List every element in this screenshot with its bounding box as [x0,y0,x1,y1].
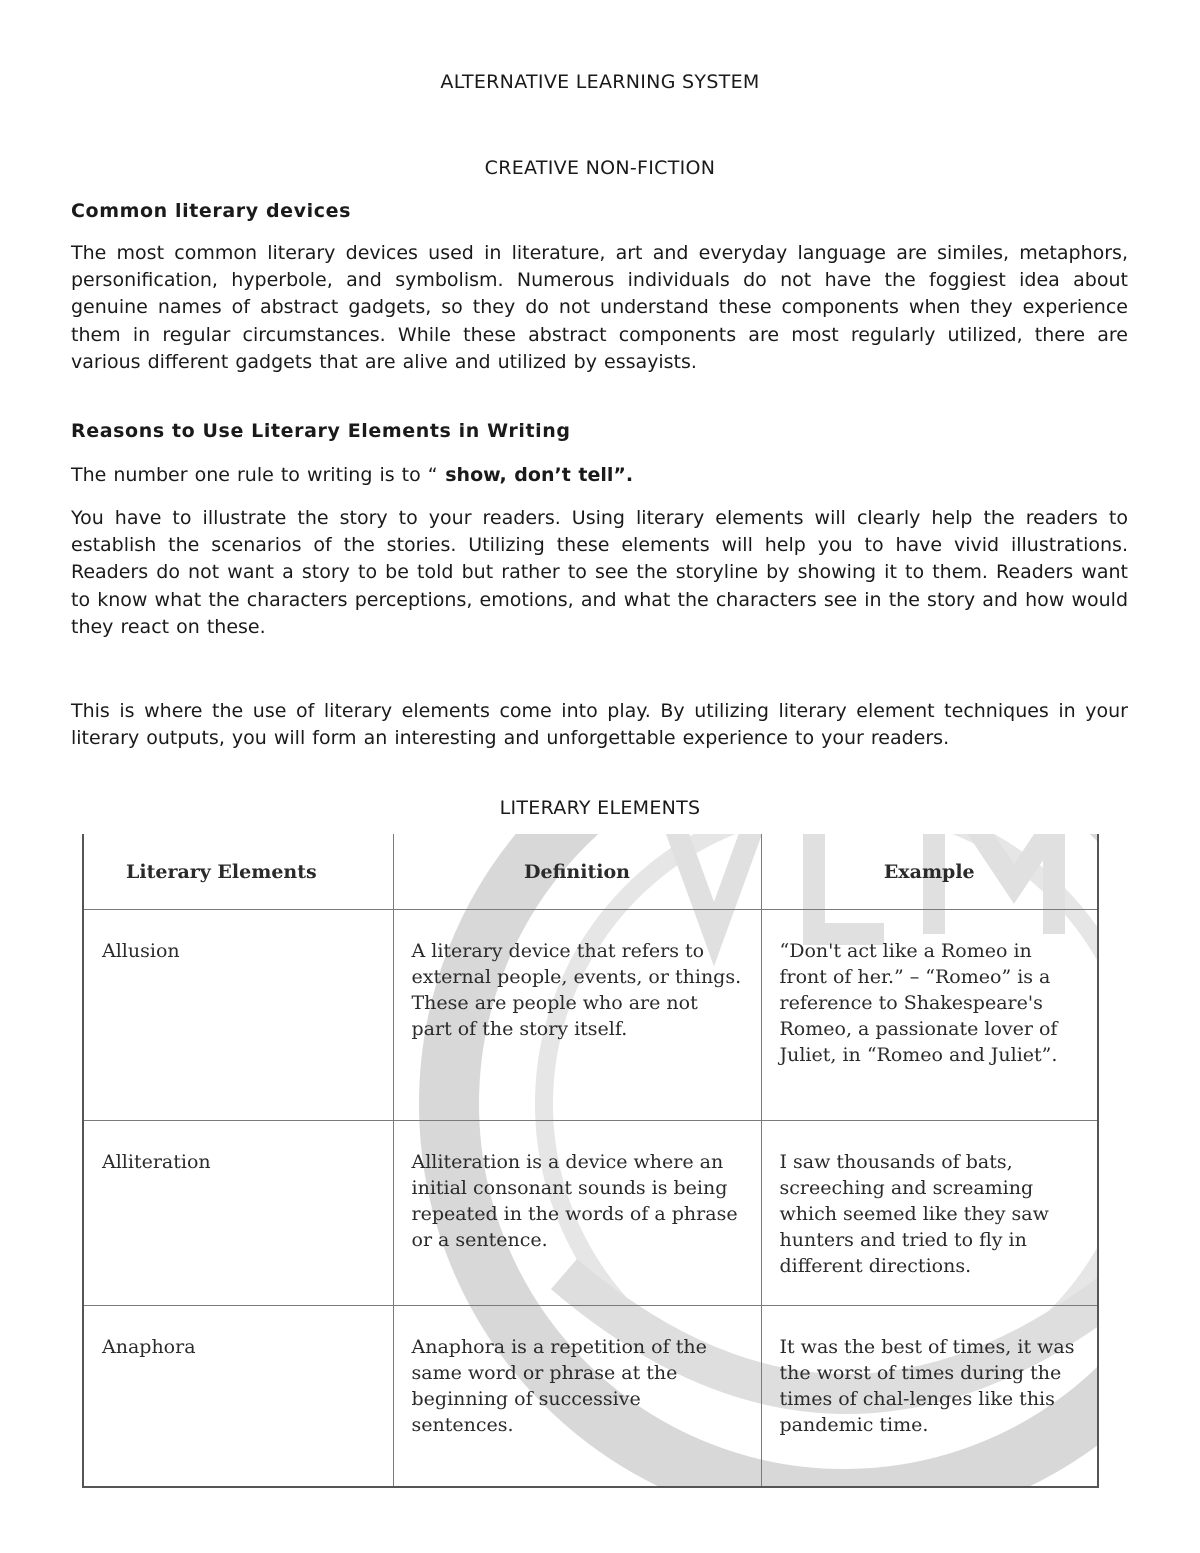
table-title: LITERARY ELEMENTS [499,797,701,819]
table-row [84,1306,1097,1489]
cell-definition: Alliteration is a device where an initial consonant sounds is being repeated in the words of a phrase or a sentence. [393,1121,761,1306]
rule-emphasis: show, don’t tell”. [437,464,634,486]
cell-element: Alliteration [84,1121,393,1306]
cell-example: I saw thousands of bats, screeching and screaming which seemed like they saw hunters and tried to fly in different directions. [761,1121,1097,1306]
elements-grid [84,834,1097,1488]
section-heading-common-devices: Common literary devices [71,200,351,222]
table-header-row [84,834,1097,910]
paragraph-common-devices: The most common literary devices used in literature, art and everyday language are similes, metaphors, personification, hyperbole, and symbolism. Numerous individuals do not have the foggiest idea about genuine names of abstract gadgets, so they do not understand these components when they experience them in regular circumstances. While these abstract components are most regularly utilized, there are various different gadgets that are alive and utilized by essayists. [71,242,1128,373]
rule-prefix: The number one rule to writing is to “ [71,464,438,486]
paragraph-play: This is where the use of literary elements come into play. By utilizing literary element techniques in your literary outputs, you will form an interesting and unforgettable experience to your readers. [71,700,1128,750]
paragraph-illustrate: You have to illustrate the story to your readers. Using literary elements will clearly help the readers to establish the scenarios of the stories. Utilizing these elements will help you to have vivid illustrations. Readers do not want a story to be told but rather to see the storyline by showing it to them. Readers want to know what the characters perceptions, emotions, and what the characters see in the story and how would they react on these. [71,507,1128,638]
header-example: Example [761,834,1097,910]
cell-example: “Don't act like a Romeo in front of her.” – “Romeo” is a reference to Shakespeare's Romeo, a passionate lover of Juliet, in “Romeo and Juliet”. [761,910,1097,1121]
header-literary-elements: Literary Elements [84,834,393,910]
cell-element: Allusion [84,910,393,1121]
document-title: ALTERNATIVE LEARNING SYSTEM [440,71,760,93]
table-row [84,910,1097,1121]
header-definition: Definition [393,834,761,910]
cell-element: Anaphora [84,1306,393,1489]
literary-elements-table [82,834,1099,1488]
paragraph-rule [71,462,1128,489]
cell-example: It was the best of times, it was the worst of times during the times of chal-lenges like this pandemic time. [761,1306,1097,1489]
table-row [84,1121,1097,1306]
document-subtitle: CREATIVE NON-FICTION [484,157,716,179]
cell-definition: A literary device that refers to external people, events, or things. These are people who are not part of the story itself. [393,910,761,1121]
section-heading-reasons: Reasons to Use Literary Elements in Writing [71,420,571,442]
cell-definition: Anaphora is a repetition of the same word or phrase at the beginning of successive sentences. [393,1306,761,1489]
